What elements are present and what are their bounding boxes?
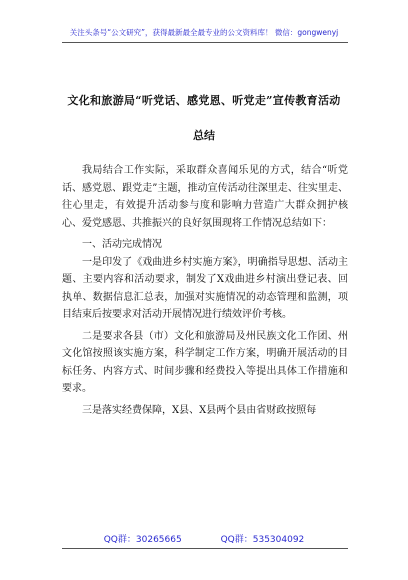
footer bbox=[0, 532, 408, 545]
footer-qq-group-2: QQ群：535304092 bbox=[220, 535, 305, 545]
intro-paragraph: 我局结合工作实际，采取群众喜闻乐见的方式，结合“听党话、感党恩、跟党走”主题，推动宣传活动往深里走、往实里走、往心里走，有效提升活动参与度和影响力营造广大群众拥护核心、爱党感恩、共推振兴的良好氛围现将工作情况总结如下： bbox=[62, 165, 348, 229]
paragraph-three: 三是落实经费保障，X县、X县两个县由省财政按照每 bbox=[82, 404, 317, 416]
document-body bbox=[62, 162, 348, 423]
paragraph-one: 一是印发了《戏曲进乡村实施方案》，明确指导思想、活动主题、主要内容和活动要求，制发了X戏曲进乡村演出登记表、回执单、数据信息汇总表，加强对实施情况的动态管理和监测，项目结束后按要求对活动开展情况进行绩效评价考核。 bbox=[62, 256, 348, 320]
section-heading: 一、活动完成情况 bbox=[82, 239, 162, 250]
header-banner: 关注头条号“公文研究”，获得最新最全最专业的公文资料库！ 微信：gongwenyj bbox=[69, 28, 339, 37]
paragraph-two: 二是要求各县（市）文化和旅游局及州民族文化工作团、州文化馆按照该实施方案，科学制定工作方案，明确开展活动的目标任务、内容方式、时间步骤和经费投入等提出具体工作措施和要求。 bbox=[62, 330, 348, 394]
footer-divider bbox=[62, 548, 348, 549]
document-title: 文化和旅游局“听党话、感党恩、听党走”宣传教育活动 bbox=[67, 94, 341, 107]
header-divider bbox=[62, 42, 348, 43]
document-subtitle: 总结 bbox=[193, 129, 215, 142]
footer-qq-group-1: QQ群：30265665 bbox=[103, 535, 182, 545]
